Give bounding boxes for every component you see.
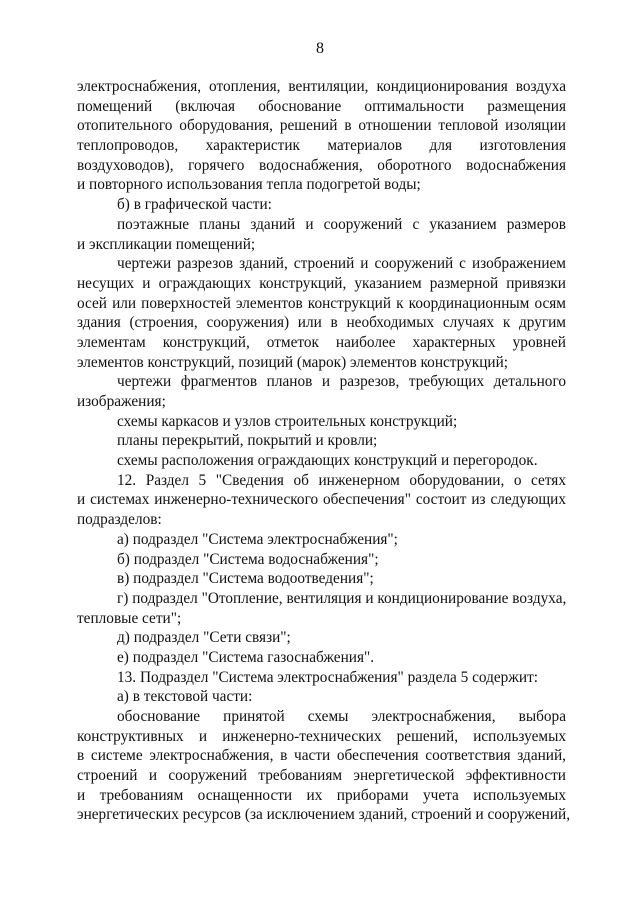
text-line: энергетических ресурсов (за исключением зданий, строений и сооружений, (77, 806, 571, 824)
text-line: электроснабжения, отопления, вентиляции, кондиционирования воздуха (77, 78, 566, 95)
text-line: строений и сооружений требованиям энергетической эффективности (77, 767, 566, 785)
text-line: и экспликации помещений; (77, 235, 256, 253)
text-line: осей или поверхностей элементов конструкций к координационным осям (77, 294, 566, 312)
text-line: 13. Подраздел "Система электроснабжения" раздела 5 содержит: (117, 668, 538, 686)
text-line: и системах инженерно-технического обеспечения" состоит из следующих (77, 491, 566, 509)
text-line: б) в графической части: (117, 196, 272, 214)
text-line: отопительного оборудования, решений в отношении тепловой изоляции (77, 117, 566, 135)
text-line: обоснование принятой схемы электроснабжения, выбора (117, 708, 566, 725)
text-line: помещений (включая обоснование оптимальности размещения (77, 97, 566, 115)
text-line: изображения; (77, 393, 166, 410)
text-line: теплопроводов, характеристик материалов для изготовления (77, 137, 566, 155)
text-line: а) в текстовой части: (117, 688, 253, 706)
text-line: воздуховодов), горячего водоснабжения, оборотного водоснабжения (77, 156, 566, 174)
text-line: схемы расположения ограждающих конструкций и перегородок. (117, 452, 538, 470)
text-line: схемы каркасов и узлов строительных конструкций; (117, 412, 458, 430)
text-line: г) подраздел "Отопление, вентиляция и кондиционирование воздуха, (117, 589, 567, 607)
text-line: несущих и ограждающих конструкций, указанием размерной привязки (77, 274, 566, 292)
text-line: подразделов: (77, 511, 162, 529)
text-line: в системе электроснабжения, в части обеспечения соответствия зданий, (77, 747, 566, 765)
text-line: конструктивных и инженерно-технических решений, используемых (77, 727, 566, 745)
text-line: 12. Раздел 5 "Сведения об инженерном оборудовании, о сетях (117, 471, 566, 489)
text-line: элементов конструкций, позиций (марок) элементов конструкций; (77, 353, 509, 371)
text-line: а) подраздел "Система электроснабжения"; (117, 530, 398, 548)
text-line: чертежи разрезов зданий, строений и сооружений с изображением (117, 255, 566, 273)
text-line: и требованиям оснащенности их приборами учета используемых (77, 786, 566, 804)
text-line: тепловые сети"; (77, 609, 182, 627)
text-line: планы перекрытий, покрытий и кровли; (117, 432, 378, 450)
text-line: е) подраздел "Система газоснабжения". (117, 648, 375, 666)
text-line: поэтажные планы зданий и сооружений с указанием размеров (117, 215, 566, 233)
text-line: здания (строения, сооружения) или в необходимых случаях к другим (77, 314, 566, 332)
text-line: элементам конструкций, отметок наиболее характерных уровней (77, 333, 566, 351)
text-line: и повторного использования тепла подогретой воды; (77, 176, 421, 194)
text-line: чертежи фрагментов планов и разрезов, требующих детального (117, 373, 566, 391)
text-line: в) подраздел "Система водоотведения"; (117, 570, 374, 588)
page-number: 8 (316, 40, 324, 57)
document-body (77, 77, 571, 825)
text-line: б) подраздел "Система водоснабжения"; (117, 550, 379, 568)
text-line: д) подраздел "Сети связи"; (117, 629, 291, 647)
